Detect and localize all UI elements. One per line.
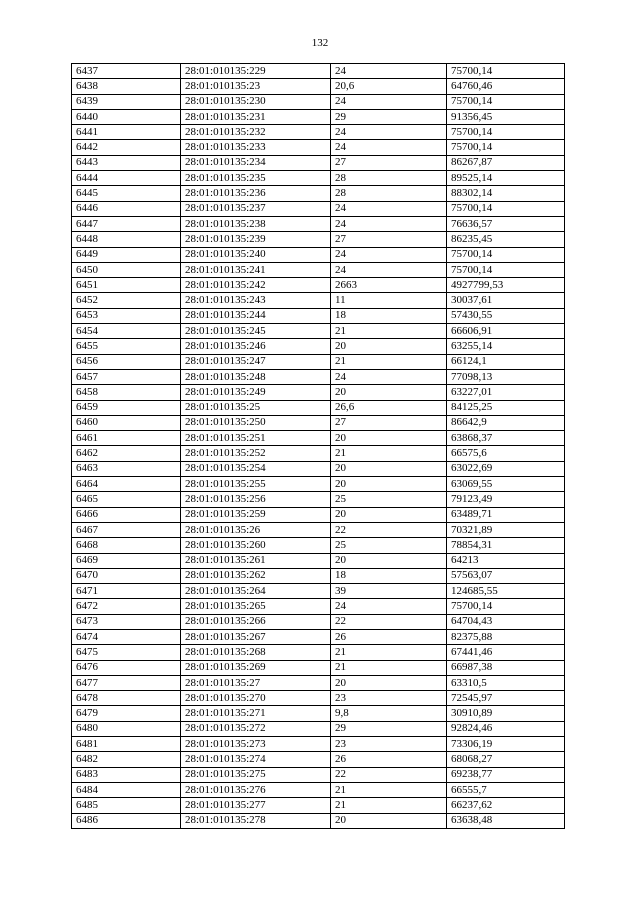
table-row — [72, 446, 565, 461]
area-cell: 24 — [331, 599, 447, 614]
table-row — [72, 798, 565, 813]
area-cell: 9,8 — [331, 706, 447, 721]
area-cell: 26 — [331, 752, 447, 767]
row-number-cell: 6467 — [72, 522, 181, 537]
cadastral-number-cell: 28:01:010135:240 — [181, 247, 331, 262]
table-row — [72, 629, 565, 644]
cadastral-number-cell: 28:01:010135:261 — [181, 553, 331, 568]
row-number-cell: 6454 — [72, 324, 181, 339]
table-row — [72, 201, 565, 216]
cadastral-number-cell: 28:01:010135:254 — [181, 461, 331, 476]
value-cell: 70321,89 — [447, 522, 565, 537]
row-number-cell: 6481 — [72, 737, 181, 752]
cadastral-number-cell: 28:01:010135:233 — [181, 140, 331, 155]
row-number-cell: 6465 — [72, 492, 181, 507]
table-row — [72, 308, 565, 323]
table-row — [72, 584, 565, 599]
value-cell: 68068,27 — [447, 752, 565, 767]
value-cell: 67441,46 — [447, 645, 565, 660]
value-cell: 75700,14 — [447, 94, 565, 109]
value-cell: 75700,14 — [447, 201, 565, 216]
cadastral-number-cell: 28:01:010135:249 — [181, 385, 331, 400]
value-cell: 75700,14 — [447, 64, 565, 79]
page-number: 132 — [311, 37, 329, 49]
value-cell: 72545,97 — [447, 691, 565, 706]
cadastral-number-cell: 28:01:010135:268 — [181, 645, 331, 660]
cadastral-number-cell: 28:01:010135:265 — [181, 599, 331, 614]
row-number-cell: 6479 — [72, 706, 181, 721]
row-number-cell: 6474 — [72, 629, 181, 644]
area-cell: 24 — [331, 94, 447, 109]
row-number-cell: 6445 — [72, 186, 181, 201]
area-cell: 26,6 — [331, 400, 447, 415]
value-cell: 66575,6 — [447, 446, 565, 461]
value-cell: 63638,48 — [447, 813, 565, 828]
table-row — [72, 339, 565, 354]
row-number-cell: 6475 — [72, 645, 181, 660]
row-number-cell: 6460 — [72, 415, 181, 430]
value-cell: 91356,45 — [447, 109, 565, 124]
cadastral-number-cell: 28:01:010135:236 — [181, 186, 331, 201]
table-row — [72, 706, 565, 721]
value-cell: 88302,14 — [447, 186, 565, 201]
value-cell: 69238,77 — [447, 767, 565, 782]
value-cell: 63255,14 — [447, 339, 565, 354]
value-cell: 63868,37 — [447, 431, 565, 446]
table-row — [72, 461, 565, 476]
cadastral-number-cell: 28:01:010135:278 — [181, 813, 331, 828]
area-cell: 39 — [331, 584, 447, 599]
table-row — [72, 782, 565, 797]
cadastral-number-cell: 28:01:010135:270 — [181, 691, 331, 706]
area-cell: 11 — [331, 293, 447, 308]
value-cell: 75700,14 — [447, 125, 565, 140]
cadastral-number-cell: 28:01:010135:243 — [181, 293, 331, 308]
table-row — [72, 813, 565, 828]
area-cell: 20 — [331, 385, 447, 400]
row-number-cell: 6456 — [72, 354, 181, 369]
table-row — [72, 125, 565, 140]
cadastral-number-cell: 28:01:010135:241 — [181, 262, 331, 277]
value-cell: 73306,19 — [447, 737, 565, 752]
area-cell: 24 — [331, 247, 447, 262]
table-row — [72, 79, 565, 94]
area-cell: 21 — [331, 446, 447, 461]
area-cell: 25 — [331, 538, 447, 553]
area-cell: 24 — [331, 262, 447, 277]
value-cell: 75700,14 — [447, 247, 565, 262]
cadastral-number-cell: 28:01:010135:246 — [181, 339, 331, 354]
value-cell: 63489,71 — [447, 507, 565, 522]
row-number-cell: 6453 — [72, 308, 181, 323]
row-number-cell: 6486 — [72, 813, 181, 828]
value-cell: 64704,43 — [447, 614, 565, 629]
data-table — [71, 63, 565, 829]
table-row — [72, 247, 565, 262]
table-row — [72, 737, 565, 752]
area-cell: 21 — [331, 645, 447, 660]
row-number-cell: 6485 — [72, 798, 181, 813]
area-cell: 23 — [331, 691, 447, 706]
value-cell: 30037,61 — [447, 293, 565, 308]
value-cell: 75700,14 — [447, 262, 565, 277]
area-cell: 20 — [331, 553, 447, 568]
table-row — [72, 369, 565, 384]
row-number-cell: 6482 — [72, 752, 181, 767]
table-row — [72, 155, 565, 170]
area-cell: 26 — [331, 629, 447, 644]
row-number-cell: 6484 — [72, 782, 181, 797]
area-cell: 24 — [331, 125, 447, 140]
cadastral-number-cell: 28:01:010135:26 — [181, 522, 331, 537]
row-number-cell: 6468 — [72, 538, 181, 553]
cadastral-number-cell: 28:01:010135:256 — [181, 492, 331, 507]
table-row — [72, 660, 565, 675]
cadastral-number-cell: 28:01:010135:275 — [181, 767, 331, 782]
table-row — [72, 767, 565, 782]
area-cell: 21 — [331, 354, 447, 369]
value-cell: 77098,13 — [447, 369, 565, 384]
row-number-cell: 6437 — [72, 64, 181, 79]
row-number-cell: 6446 — [72, 201, 181, 216]
table-row — [72, 232, 565, 247]
row-number-cell: 6466 — [72, 507, 181, 522]
value-cell: 63069,55 — [447, 477, 565, 492]
area-cell: 27 — [331, 415, 447, 430]
table-row — [72, 278, 565, 293]
area-cell: 20 — [331, 507, 447, 522]
row-number-cell: 6449 — [72, 247, 181, 262]
table-row — [72, 553, 565, 568]
cadastral-number-cell: 28:01:010135:231 — [181, 109, 331, 124]
table-row — [72, 400, 565, 415]
value-cell: 66555,7 — [447, 782, 565, 797]
area-cell: 21 — [331, 798, 447, 813]
value-cell: 89525,14 — [447, 171, 565, 186]
value-cell: 78854,31 — [447, 538, 565, 553]
cadastral-number-cell: 28:01:010135:248 — [181, 369, 331, 384]
cadastral-number-cell: 28:01:010135:251 — [181, 431, 331, 446]
row-number-cell: 6458 — [72, 385, 181, 400]
area-cell: 29 — [331, 109, 447, 124]
cadastral-number-cell: 28:01:010135:245 — [181, 324, 331, 339]
row-number-cell: 6440 — [72, 109, 181, 124]
row-number-cell: 6461 — [72, 431, 181, 446]
value-cell: 66237,62 — [447, 798, 565, 813]
cadastral-number-cell: 28:01:010135:267 — [181, 629, 331, 644]
cadastral-number-cell: 28:01:010135:25 — [181, 400, 331, 415]
area-cell: 24 — [331, 369, 447, 384]
table-row — [72, 171, 565, 186]
area-cell: 22 — [331, 522, 447, 537]
value-cell: 92824,46 — [447, 721, 565, 736]
value-cell: 64760,46 — [447, 79, 565, 94]
area-cell: 24 — [331, 201, 447, 216]
value-cell: 66124,1 — [447, 354, 565, 369]
row-number-cell: 6447 — [72, 216, 181, 231]
value-cell: 66606,91 — [447, 324, 565, 339]
value-cell: 75700,14 — [447, 599, 565, 614]
row-number-cell: 6442 — [72, 140, 181, 155]
cadastral-number-cell: 28:01:010135:252 — [181, 446, 331, 461]
cadastral-number-cell: 28:01:010135:232 — [181, 125, 331, 140]
row-number-cell: 6452 — [72, 293, 181, 308]
value-cell: 76636,57 — [447, 216, 565, 231]
table-row — [72, 262, 565, 277]
row-number-cell: 6444 — [72, 171, 181, 186]
area-cell: 20,6 — [331, 79, 447, 94]
table-row — [72, 691, 565, 706]
cadastral-number-cell: 28:01:010135:244 — [181, 308, 331, 323]
area-cell: 27 — [331, 155, 447, 170]
table-row — [72, 721, 565, 736]
row-number-cell: 6477 — [72, 675, 181, 690]
cadastral-number-cell: 28:01:010135:229 — [181, 64, 331, 79]
area-cell: 20 — [331, 431, 447, 446]
cadastral-number-cell: 28:01:010135:260 — [181, 538, 331, 553]
row-number-cell: 6473 — [72, 614, 181, 629]
table-row — [72, 538, 565, 553]
cadastral-number-cell: 28:01:010135:262 — [181, 568, 331, 583]
value-cell: 57563,07 — [447, 568, 565, 583]
row-number-cell: 6443 — [72, 155, 181, 170]
value-cell: 30910,89 — [447, 706, 565, 721]
table-row — [72, 109, 565, 124]
area-cell: 23 — [331, 737, 447, 752]
area-cell: 20 — [331, 461, 447, 476]
row-number-cell: 6441 — [72, 125, 181, 140]
table-row — [72, 186, 565, 201]
cadastral-number-cell: 28:01:010135:27 — [181, 675, 331, 690]
area-cell: 20 — [331, 675, 447, 690]
cadastral-number-cell: 28:01:010135:259 — [181, 507, 331, 522]
area-cell: 18 — [331, 308, 447, 323]
area-cell: 22 — [331, 767, 447, 782]
row-number-cell: 6463 — [72, 461, 181, 476]
row-number-cell: 6439 — [72, 94, 181, 109]
table-row — [72, 522, 565, 537]
row-number-cell: 6470 — [72, 568, 181, 583]
cadastral-number-cell: 28:01:010135:237 — [181, 201, 331, 216]
row-number-cell: 6471 — [72, 584, 181, 599]
value-cell: 124685,55 — [447, 584, 565, 599]
value-cell: 86642,9 — [447, 415, 565, 430]
row-number-cell: 6457 — [72, 369, 181, 384]
cadastral-number-cell: 28:01:010135:272 — [181, 721, 331, 736]
area-cell: 2663 — [331, 278, 447, 293]
table-row — [72, 324, 565, 339]
table-row — [72, 614, 565, 629]
table-row — [72, 675, 565, 690]
table-row — [72, 216, 565, 231]
value-cell: 86235,45 — [447, 232, 565, 247]
value-cell: 63310,5 — [447, 675, 565, 690]
table-row — [72, 94, 565, 109]
value-cell: 75700,14 — [447, 140, 565, 155]
value-cell: 82375,88 — [447, 629, 565, 644]
area-cell: 24 — [331, 140, 447, 155]
area-cell: 28 — [331, 186, 447, 201]
row-number-cell: 6464 — [72, 477, 181, 492]
table-row — [72, 415, 565, 430]
value-cell: 63022,69 — [447, 461, 565, 476]
area-cell: 24 — [331, 64, 447, 79]
area-cell: 24 — [331, 216, 447, 231]
table-row — [72, 568, 565, 583]
area-cell: 20 — [331, 339, 447, 354]
table-row — [72, 385, 565, 400]
table-row — [72, 599, 565, 614]
cadastral-number-cell: 28:01:010135:242 — [181, 278, 331, 293]
cadastral-number-cell: 28:01:010135:250 — [181, 415, 331, 430]
value-cell: 64213 — [447, 553, 565, 568]
cadastral-number-cell: 28:01:010135:266 — [181, 614, 331, 629]
area-cell: 20 — [331, 477, 447, 492]
area-cell: 18 — [331, 568, 447, 583]
value-cell: 86267,87 — [447, 155, 565, 170]
cadastral-number-cell: 28:01:010135:239 — [181, 232, 331, 247]
value-cell: 79123,49 — [447, 492, 565, 507]
table-row — [72, 354, 565, 369]
cadastral-number-cell: 28:01:010135:235 — [181, 171, 331, 186]
area-cell: 25 — [331, 492, 447, 507]
area-cell: 22 — [331, 614, 447, 629]
cadastral-number-cell: 28:01:010135:238 — [181, 216, 331, 231]
table-row — [72, 645, 565, 660]
row-number-cell: 6455 — [72, 339, 181, 354]
area-cell: 21 — [331, 660, 447, 675]
row-number-cell: 6438 — [72, 79, 181, 94]
row-number-cell: 6469 — [72, 553, 181, 568]
value-cell: 66987,38 — [447, 660, 565, 675]
row-number-cell: 6483 — [72, 767, 181, 782]
table-row — [72, 140, 565, 155]
cadastral-number-cell: 28:01:010135:277 — [181, 798, 331, 813]
value-cell: 57430,55 — [447, 308, 565, 323]
row-number-cell: 6448 — [72, 232, 181, 247]
table-row — [72, 492, 565, 507]
cadastral-number-cell: 28:01:010135:274 — [181, 752, 331, 767]
row-number-cell: 6476 — [72, 660, 181, 675]
row-number-cell: 6478 — [72, 691, 181, 706]
row-number-cell: 6450 — [72, 262, 181, 277]
cadastral-number-cell: 28:01:010135:269 — [181, 660, 331, 675]
area-cell: 27 — [331, 232, 447, 247]
cadastral-number-cell: 28:01:010135:247 — [181, 354, 331, 369]
table-row — [72, 752, 565, 767]
row-number-cell: 6462 — [72, 446, 181, 461]
row-number-cell: 6459 — [72, 400, 181, 415]
table-row — [72, 477, 565, 492]
table-row — [72, 64, 565, 79]
cadastral-number-cell: 28:01:010135:273 — [181, 737, 331, 752]
value-cell: 4927799,53 — [447, 278, 565, 293]
table-body — [72, 64, 565, 829]
value-cell: 63227,01 — [447, 385, 565, 400]
cadastral-number-cell: 28:01:010135:264 — [181, 584, 331, 599]
area-cell: 20 — [331, 813, 447, 828]
cadastral-number-cell: 28:01:010135:271 — [181, 706, 331, 721]
cadastral-number-cell: 28:01:010135:276 — [181, 782, 331, 797]
table-row — [72, 431, 565, 446]
cadastral-number-cell: 28:01:010135:23 — [181, 79, 331, 94]
row-number-cell: 6480 — [72, 721, 181, 736]
table-row — [72, 507, 565, 522]
value-cell: 84125,25 — [447, 400, 565, 415]
cadastral-number-cell: 28:01:010135:230 — [181, 94, 331, 109]
table-row — [72, 293, 565, 308]
cadastral-number-cell: 28:01:010135:255 — [181, 477, 331, 492]
cadastral-number-cell: 28:01:010135:234 — [181, 155, 331, 170]
row-number-cell: 6451 — [72, 278, 181, 293]
area-cell: 21 — [331, 324, 447, 339]
area-cell: 21 — [331, 782, 447, 797]
area-cell: 28 — [331, 171, 447, 186]
area-cell: 29 — [331, 721, 447, 736]
row-number-cell: 6472 — [72, 599, 181, 614]
